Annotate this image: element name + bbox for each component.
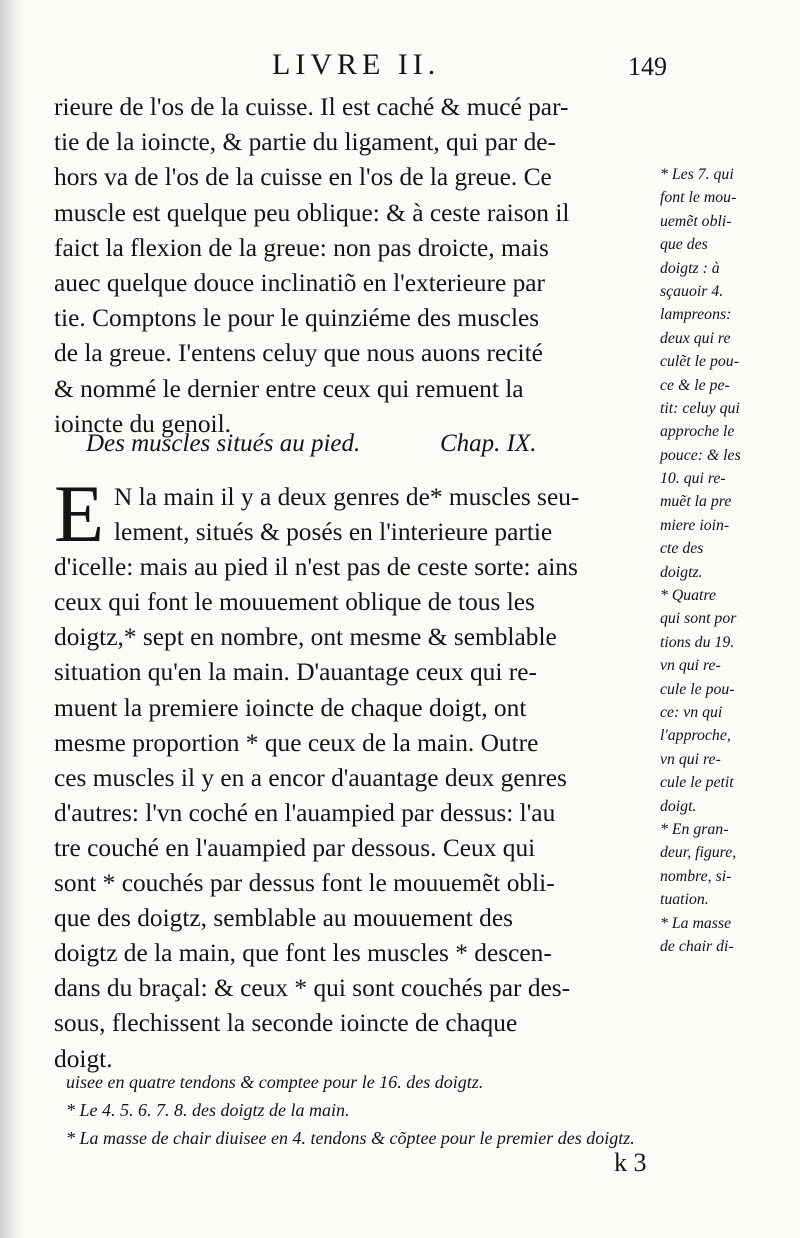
chapter-number: Chap. IX.: [440, 430, 537, 457]
text-line: lement, situés & posés en l'interieure partie: [114, 518, 553, 547]
text-line: que des doigtz, semblable au mouuement des: [54, 904, 514, 933]
text-line: sont * couchés par dessus font le mouuemẽt obli-: [54, 869, 555, 898]
margin-line: muẽt la pre: [660, 493, 732, 511]
margin-line: ce & le pe-: [660, 376, 730, 394]
footnote-line: * La masse de chair diuisee en 4. tendons & cõptee pour le premier des doigtz.: [66, 1128, 635, 1148]
text-line: ces muscles il y en a encor d'auantage deux genres: [54, 763, 567, 792]
margin-line: doigt.: [660, 797, 697, 815]
text-line: muscle est quelque peu oblique: & à ceste raison il: [54, 198, 570, 227]
margin-line: doigtz.: [660, 563, 703, 581]
margin-line: * Quatre: [660, 587, 717, 605]
margin-line: ce: vn qui: [660, 703, 723, 721]
margin-line: vn qui re-: [660, 750, 721, 768]
signature-mark: k 3: [614, 1148, 647, 1177]
chapter-paragraph: [54, 468, 654, 1077]
text-line: hors va de l'os de la cuisse en l'os de la greue. Ce: [54, 163, 552, 192]
main-paragraph: [54, 90, 654, 442]
margin-line: l'approche,: [660, 727, 731, 745]
margin-line: tions du 19.: [660, 633, 735, 651]
chapter-heading: [86, 430, 646, 458]
text-line: doigtz,* sept en nombre, ont mesme & semblable: [54, 623, 557, 652]
footnote-line: * Le 4. 5. 6. 7. 8. des doigtz de la main.: [66, 1100, 350, 1120]
marginal-notes: [660, 163, 800, 958]
margin-line: font le mou-: [660, 189, 737, 207]
margin-line: doigtz : à: [660, 259, 720, 277]
footnotes: [66, 1068, 786, 1152]
text-line: faict la flexion de la greue: non pas droicte, mais: [54, 233, 549, 262]
text-line: situation qu'en la main. D'auantage ceux qui re-: [54, 658, 537, 687]
text-line: ioincte du genoil.: [54, 409, 231, 438]
chapter-title: Des muscles situés au pied.: [86, 430, 361, 457]
margin-line: approche le: [660, 423, 735, 441]
margin-line: miere ioin-: [660, 516, 730, 534]
text-line: dans du braçal: & ceux * qui sont couchés par des-: [54, 974, 571, 1003]
footnote-line: uisee en quatre tendons & comptee pour le 16. des doigtz.: [66, 1072, 484, 1092]
page-header: [0, 48, 800, 82]
margin-line: tuation.: [660, 891, 709, 909]
margin-line: cule le petit: [660, 774, 734, 792]
margin-line: qui sont por: [660, 610, 737, 628]
margin-line: lampreons:: [660, 306, 732, 324]
text-line: doigt.: [54, 1044, 113, 1073]
running-title: LIVRE II.: [272, 48, 441, 81]
drop-cap: E: [54, 468, 105, 559]
margin-line: * En gran-: [660, 820, 729, 838]
text-line: tie de la ioincte, & partie du ligament, qui par de-: [54, 128, 556, 157]
margin-line: tit: celuy qui: [660, 399, 740, 417]
margin-line: * La masse: [660, 914, 732, 932]
text-line: muent la premiere ioincte de chaque doigt, ont: [54, 693, 527, 722]
text-line: sous, flechissent la seconde ioincte de chaque: [54, 1009, 518, 1038]
text-line: ceux qui font le mouuement oblique de tous les: [54, 588, 535, 617]
text-line: rieure de l'os de la cuisse. Il est caché & mucé par-: [54, 93, 569, 121]
margin-line: deur, figure,: [660, 844, 737, 862]
margin-line: sçauoir 4.: [660, 282, 724, 300]
margin-line: pouce: & les: [660, 446, 741, 464]
text-line: & nommé le dernier entre ceux qui remuent la: [54, 374, 524, 403]
text-line: d'icelle: mais au pied il n'est pas de ceste sorte: ains: [54, 553, 578, 582]
margin-line: uemẽt obli-: [660, 212, 732, 230]
folio-number: 149: [628, 52, 667, 81]
text-line: auec quelque douce inclinatiõ en l'exterieure par: [54, 268, 545, 297]
margin-line: de chair di-: [660, 937, 734, 955]
margin-line: nombre, si-: [660, 867, 732, 885]
text-line: doigtz de la main, que font les muscles * descen-: [54, 939, 552, 968]
margin-line: que des: [660, 236, 708, 254]
text-line: tre couché en l'auampied par dessous. Ceux qui: [54, 833, 536, 862]
margin-line: cule le pou-: [660, 680, 735, 698]
text-line: d'autres: l'vn coché en l'auampied par dessus: l'au: [54, 798, 556, 827]
margin-line: 10. qui re-: [660, 470, 726, 488]
text-line: de la greue. I'entens celuy que nous auons recité: [54, 339, 543, 368]
text-line: mesme proportion * que ceux de la main. Outre: [54, 728, 539, 757]
text-line: N la main il y a deux genres de* muscles seu-: [114, 483, 580, 511]
margin-line: culẽt le pou-: [660, 353, 739, 371]
margin-line: deux qui re: [660, 329, 731, 347]
margin-line: * Les 7. qui: [660, 166, 734, 183]
margin-line: vn qui re-: [660, 657, 721, 675]
margin-line: cte des: [660, 540, 704, 558]
text-line: tie. Comptons le pour le quinziéme des muscles: [54, 304, 540, 333]
